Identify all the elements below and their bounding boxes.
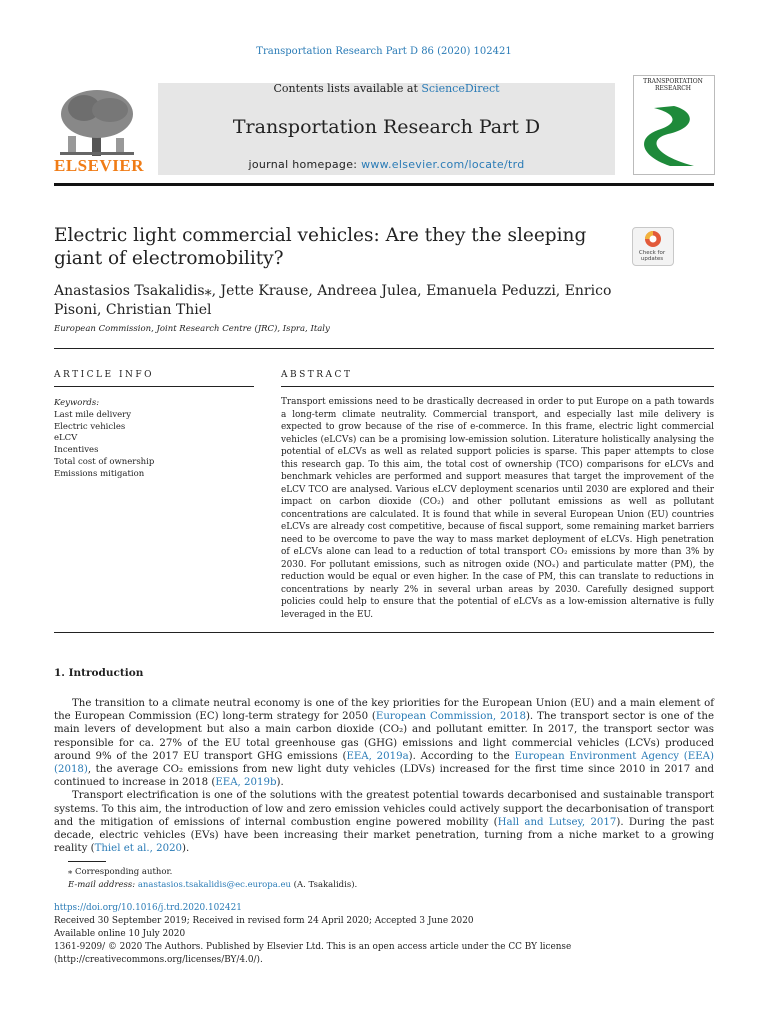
license-note: 1361-9209/ © 2020 The Authors. Published by Elsevier Ltd. This is an open access article under the CC BY license (http://creativecommons.org/licenses/BY/4.0/). [54,942,572,965]
citation-link[interactable]: Thiel et al., 2020 [94,843,183,855]
keyword-item: Incentives [54,445,99,456]
citation-link[interactable]: EEA, 2019a [346,750,409,762]
divider [54,386,254,387]
citation-link[interactable]: Hall and Lutsey, 2017 [497,816,617,828]
keyword-item: Electric vehicles [54,421,126,432]
affiliation: European Commission, Joint Research Centre (JRC), Ispra, Italy [54,324,330,334]
abstract-text: Transport emissions need to be drastically decreased in order to put Europe on a path towards a long-term climate neutrality. Commercial transport, and especially last mile delivery is expected to grow because of the rise of e-commerce. In this frame, electric light commercial vehicles (eLCVs) can be a promising low-emission solution. Literature holistically analysing the potential of eLCVs as well as related support policies is sparse. This paper attempts to close this research gap. To this aim, the total cost of ownership (TCO) comparisons for eLCVs and benchmark vehicles are performed and support measures that target the improvement of the eLCV TCO are analysed. Various eLCV deployment scenarios until 2030 are explored and their impact on carbon dioxide (CO₂) and other pollutant emissions as well as pollutant concentrations are calculated. It is found that while in several European Union (EU) countries eLCVs are already cost competitive, because of fiscal support, some remaining market barriers need to be overcome to pave the way to mass market deployment of eLCVs. High penetration of eLCVs alone can lead to a reduction of total transport CO₂ emissions by more than 3% by 2030. For pollutant emissions, such as nitrogen oxide (NOₓ) and particulate matter (PM), the reduction would be equal or even higher. In the case of PM, this can translate to reductions in concentrations by nearly 2% in several urban areas by 2030. Carefully designed support policies could help to ensure that the potential of eLCVs as a low-emission alternative is fully leveraged in the EU. [281,397,714,620]
intro-paragraph: Transport electrification is one of the solutions with the greatest potential towards decarbonised and sustainable transport systems. To this aim, the introduction of low and zero emission vehicles could actively support the decarbonisation of transport and the mitigation of emissions of internal combustion engine powered mobility (Hall and Lutsey, 2017). During the past decade, electric vehicles (EVs) have been increasing their market penetration, turning from a niche market to a growing reality (Thiel et al., 2020). [54,790,715,855]
intro-paragraph: The transition to a climate neutral economy is one of the key priorities for the European Union (EU) and a main element of the European Commission (EC) long-term strategy for 2050 (European Commission, 2018). The transport sector is one of the main levers of development but also a main carbon dioxide (CO₂) and pollutant emitter. In 2017, the transport sector was responsible for ca. 27% of the EU total greenhouse gas (GHG) emissions and light commercial vehicles (LCVs) produced around 9% of the 2017 EU transport GHG emissions (EEA, 2019a). According to the European Environment Agency (EEA) (2018), the average CO₂ emissions from new light duty vehicles (LDVs) increased for the first time since 2010 in 2017 and continued to increase in 2018 (EEA, 2019b). [54,698,714,789]
contents-line: Contents lists available at ScienceDirect [273,82,500,95]
author-list: Anastasios Tsakalidis⁎, Jette Krause, Andreea Julea, Emanuela Peduzzi, Enrico Pisoni, Christian Thiel [54,283,612,318]
header-rule [54,183,714,186]
keyword-item: Total cost of ownership [54,456,155,467]
corresponding-author-note: ⁎ Corresponding author. [68,867,173,877]
keywords-label: Keywords: [54,398,100,408]
check-updates-icon [633,228,673,250]
check-updates-label: Check for updates [638,250,666,262]
keyword-item: Last mile delivery [54,409,132,420]
author-email-link[interactable]: anastasios.tsakalidis@ec.europa.eu [137,880,291,890]
divider [281,386,714,387]
journal-title: Transportation Research Part D [232,116,541,138]
divider [54,632,714,633]
article-info-heading: ARTICLE INFO [54,370,155,380]
homepage-link[interactable]: www.elsevier.com/locate/trd [361,158,525,171]
received-dates: Received 30 September 2019; Received in revised form 24 April 2020; Accepted 3 June 2020 [54,916,474,926]
author-email-line: E-mail address: anastasios.tsakalidis@ec.europa.eu (A. Tsakalidis). [68,880,358,890]
online-date: Available online 10 July 2020 [54,929,186,939]
cover-title: TRANSPORTATION RESEARCH [643,78,703,92]
keyword-item: Emissions mitigation [54,468,145,479]
doi-link[interactable]: https://doi.org/10.1016/j.trd.2020.102421 [54,903,242,913]
keyword-item: eLCV [54,433,78,444]
keywords-block [54,398,254,481]
journal-citation[interactable]: Transportation Research Part D 86 (2020) 102421 [256,46,512,57]
citation-link[interactable]: European Environment Agency (EEA) (2018) [54,750,714,776]
citation-link[interactable]: European Commission, 2018 [375,711,526,723]
elsevier-logo-text: ELSEVIER [54,156,144,175]
intro-body [54,697,714,855]
sciencedirect-link[interactable]: ScienceDirect [421,82,500,95]
footnote-rule [68,861,106,862]
citation-link[interactable]: EEA, 2019b [215,777,277,789]
divider [54,348,714,349]
section-heading-introduction: 1. Introduction [54,667,144,679]
journal-homepage: journal homepage: www.elsevier.com/locate/trd [248,158,525,171]
abstract-heading: ABSTRACT [281,370,353,380]
article-title: Electric light commercial vehicles: Are they the sleeping giant of electromobility? [54,225,587,269]
